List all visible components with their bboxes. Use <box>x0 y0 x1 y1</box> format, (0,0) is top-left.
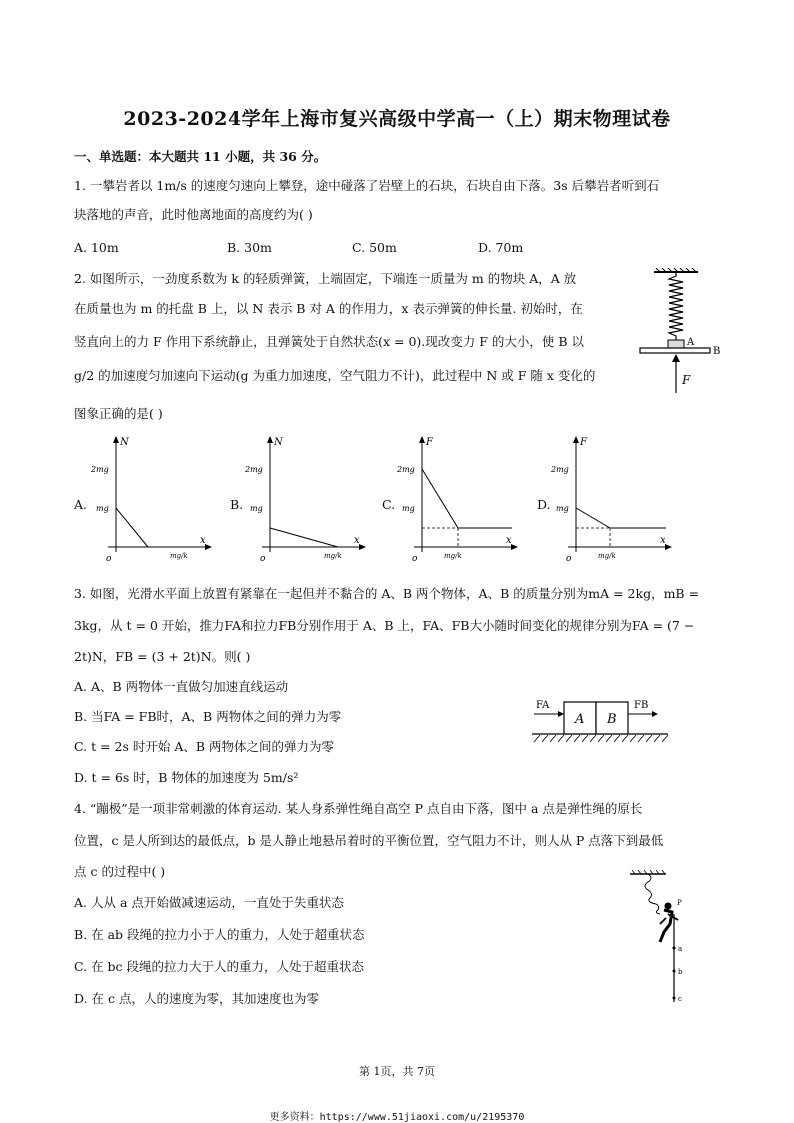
q4-text-line1: 4. “蹦极”是一项非常刺激的体育运动. 某人身系弹性绳自高空 P 点自由下落，图中 a 点是弹性绳的原长 <box>74 801 643 816</box>
q1-text-line1: 1. 一攀岩者以 1m/s 的速度匀速向上攀登，途中碰落了岩壁上的石块，石块自由下落。3s 后攀岩者听到石 <box>74 178 660 193</box>
tick-mg: mg <box>556 504 569 513</box>
q2-text-line1: 2. 如图所示，一劲度系数为 k 的轻质弹簧，上端固定，下端连一质量为 m 的物块 A，A 放 <box>74 271 577 286</box>
graph-option-c: C. <box>382 497 396 512</box>
spring-figure <box>636 268 726 394</box>
more-resources-link[interactable]: 更多资料：https://www.51jiaoxi.com/u/2195370 <box>269 1112 525 1123</box>
q1-option-a: A. 10m <box>74 240 119 255</box>
tick-mgk: mg/k <box>170 552 188 560</box>
graph-option-a: A. <box>74 497 88 512</box>
page-title: 2023-2024学年上海市复兴高级中学高一（上）期末物理试卷 <box>123 108 671 130</box>
label-b: B <box>713 346 721 357</box>
label-fb: FB <box>634 700 649 711</box>
q1-option-d: D. 70m <box>478 240 524 255</box>
x-axis-label: x <box>660 535 666 546</box>
blocks-figure <box>530 690 670 746</box>
page-footer: 第 1页，共 7页 <box>359 1065 435 1078</box>
y-axis-label: N <box>274 437 283 448</box>
q1-option-b: B. 30m <box>227 240 272 255</box>
tick-mg: mg <box>96 504 109 513</box>
origin-label: o <box>412 554 418 564</box>
graph-option-b: B. <box>230 497 244 512</box>
tick-mg: mg <box>250 504 263 513</box>
tick-mgk: mg/k <box>324 552 342 560</box>
origin-label: o <box>260 554 266 564</box>
tick-2mg: 2mg <box>551 465 569 474</box>
section-heading: 一、单选题：本大题共 11 小题，共 36 分。 <box>74 149 327 164</box>
label-a: A <box>687 337 695 348</box>
x-axis-label: x <box>506 535 512 546</box>
q4-text-line2: 位置，c 是人所到达的最低点，b 是人静止地悬吊着时的平衡位置，空气阻力不计，则人从 P 点落下到最低 <box>74 833 664 848</box>
graph-c <box>394 432 524 567</box>
graph-option-d: D. <box>537 497 551 512</box>
q3-text-line3: 2t)N，FB = (3 + 2t)N。则( ) <box>74 649 251 664</box>
x-axis-label: x <box>200 535 206 546</box>
graph-b <box>242 432 372 567</box>
label-f: F <box>682 373 691 387</box>
q1-text-line2: 块落地的声音，此时他离地面的高度约为( ) <box>74 207 313 222</box>
origin-label: o <box>566 554 572 564</box>
graph-a <box>88 432 218 567</box>
bungee-figure <box>624 870 704 1005</box>
q3-text-line1: 3. 如图，光滑水平面上放置有紧靠在一起但并不黏合的 A、B 两个物体，A、B 的质量分别为mA = 2kg，mB = <box>74 586 700 601</box>
q4-option-c: C. 在 bc 段绳的拉力大于人的重力，人处于超重状态 <box>74 959 365 974</box>
tick-2mg: 2mg <box>397 465 415 474</box>
spring-coil <box>669 272 683 340</box>
q2-text-line3: 竖直向上的力 F 作用下系统静止，且弹簧处于自然状态(x = 0).现改变力 F 的大小，使 B 以 <box>74 334 585 349</box>
tick-mgk: mg/k <box>444 552 462 560</box>
q2-text-line5: 图象正确的是( ) <box>74 406 163 421</box>
q2-text-line4: g/2 的加速度匀加速向下运动(g 为重力加速度，空气阻力不计)，此过程中 N 或 F 随 x 变化的 <box>74 368 596 383</box>
label-b: B <box>607 712 617 727</box>
q3-option-a: A. A、B 两物体一直做匀加速直线运动 <box>74 679 289 694</box>
y-axis-label: F <box>580 437 587 448</box>
q1-option-c: C. 50m <box>352 240 397 255</box>
label-c: c <box>678 995 682 1003</box>
label-a: A <box>575 712 585 727</box>
tick-2mg: 2mg <box>91 465 109 474</box>
q4-option-b: B. 在 ab 段绳的拉力小于人的重力，人处于超重状态 <box>74 927 365 942</box>
q3-option-d: D. t = 6s 时，B 物体的加速度为 5m/s² <box>74 770 299 785</box>
x-axis-label: x <box>354 535 360 546</box>
tray-b <box>640 348 710 353</box>
label-p: P <box>677 899 682 907</box>
y-axis-label: F <box>426 437 433 448</box>
jumper-icon <box>660 903 678 943</box>
q3-option-b: B. 当FA = FB时，A、B 两物体之间的弹力为零 <box>74 709 342 724</box>
label-b: b <box>678 968 683 976</box>
q3-text-line2: 3kg，从 t = 0 开始，推力FA和拉力FB分别作用于 A、B 上，FA、FB大小随时间变化的规律分别为FA = (7 − <box>74 618 695 633</box>
q4-option-a: A. 人从 a 点开始做减速运动，一直处于失重状态 <box>74 895 344 910</box>
tick-mgk: mg/k <box>598 552 616 560</box>
q2-text-line2: 在质量也为 m 的托盘 B 上，以 N 表示 B 对 A 的作用力，x 表示弹簧的伸长量. 初始时，在 <box>74 301 583 316</box>
q3-option-c: C. t = 2s 时开始 A、B 两物体之间的弹力为零 <box>74 739 335 754</box>
label-a: a <box>678 945 683 953</box>
origin-label: o <box>106 554 112 564</box>
graph-d <box>548 432 678 567</box>
q4-option-d: D. 在 c 点，人的速度为零，其加速度也为零 <box>74 991 319 1006</box>
y-axis-label: N <box>120 437 129 448</box>
label-fa: FA <box>536 700 550 711</box>
block-a <box>668 340 684 348</box>
q4-text-line3: 点 c 的过程中( ) <box>74 864 166 879</box>
tick-mg: mg <box>402 504 415 513</box>
tick-2mg: 2mg <box>245 465 263 474</box>
